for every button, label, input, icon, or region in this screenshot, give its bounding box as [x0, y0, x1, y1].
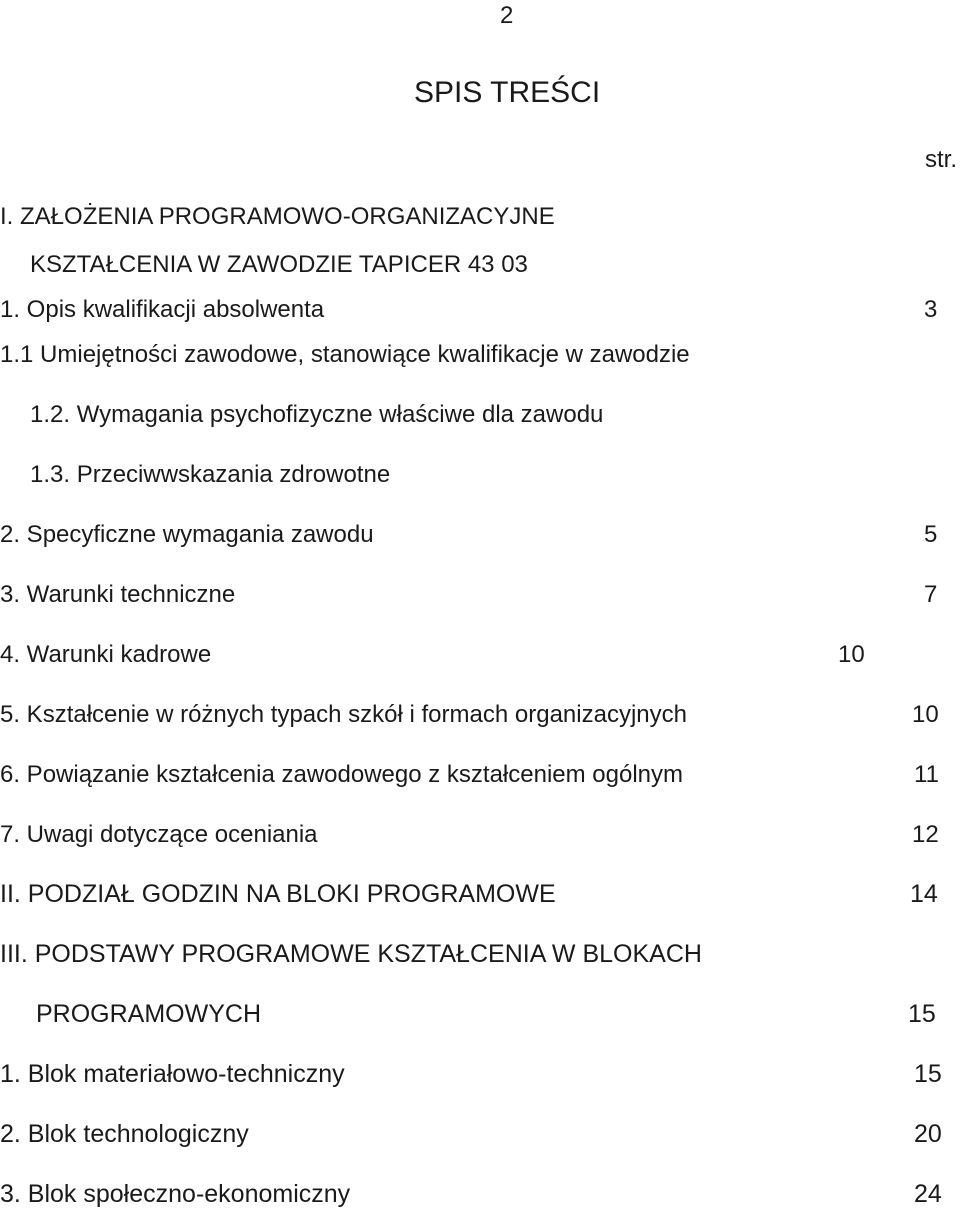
toc-entry-page: 15: [908, 1000, 936, 1028]
toc-entry-page: 14: [910, 880, 938, 908]
toc-entry-label: 3. Warunki techniczne: [0, 581, 236, 608]
toc-entry-label: 1.1 Umiejętności zawodowe, stanowiące kwalifikacje w zawodzie: [0, 341, 690, 368]
toc-entry-label: 1.3. Przeciwwskazania zdrowotne: [30, 461, 391, 488]
toc-entry-page: 10: [838, 641, 865, 668]
toc-entry-page: 12: [912, 821, 939, 848]
toc-entry-page: 20: [914, 1120, 942, 1148]
toc-entry-label: I. ZAŁOŻENIA PROGRAMOWO-ORGANIZACYJNE: [0, 203, 555, 230]
toc-entry-page: 15: [914, 1060, 942, 1088]
page-column-header: str.: [925, 146, 958, 173]
toc-entry-label: II. PODZIAŁ GODZIN NA BLOKI PROGRAMOWE: [0, 880, 556, 908]
toc-entry-label: PROGRAMOWYCH: [36, 1000, 261, 1028]
toc-entry-label: 1.2. Wymagania psychofizyczne właściwe dla zawodu: [30, 401, 604, 428]
toc-entry-page: 11: [914, 761, 939, 788]
toc-entry-label: 5. Kształcenie w różnych typach szkół i formach organizacyjnych: [0, 701, 687, 728]
toc-entry-label: 7. Uwagi dotyczące oceniania: [0, 821, 318, 848]
toc-entry-label: 3. Blok społeczno-ekonomiczny: [0, 1180, 351, 1208]
page-number: 2: [500, 2, 514, 29]
toc-entry-label: 2. Blok technologiczny: [0, 1120, 249, 1148]
toc-entry-page: 3: [924, 296, 938, 323]
toc-title: SPIS TREŚCI: [414, 76, 601, 109]
toc-entry-label: KSZTAŁCENIA W ZAWODZIE TAPICER 43 03: [30, 251, 528, 278]
toc-entry-label: 1. Opis kwalifikacji absolwenta: [0, 296, 325, 323]
toc-entry-page: 24: [914, 1180, 942, 1208]
toc-entry-label: III. PODSTAWY PROGRAMOWE KSZTAŁCENIA W BLOKACH: [0, 940, 702, 968]
toc-entry-label: 6. Powiązanie kształcenia zawodowego z kształceniem ogólnym: [0, 761, 684, 788]
toc-entry-label: 2. Specyficzne wymagania zawodu: [0, 521, 374, 548]
toc-entry-label: 4. Warunki kadrowe: [0, 641, 212, 668]
toc-entry-page: 10: [912, 701, 939, 728]
toc-entry-label: 1. Blok materiałowo-techniczny: [0, 1060, 345, 1088]
toc-entry-page: 5: [924, 521, 938, 548]
toc-entry-page: 7: [924, 581, 938, 608]
